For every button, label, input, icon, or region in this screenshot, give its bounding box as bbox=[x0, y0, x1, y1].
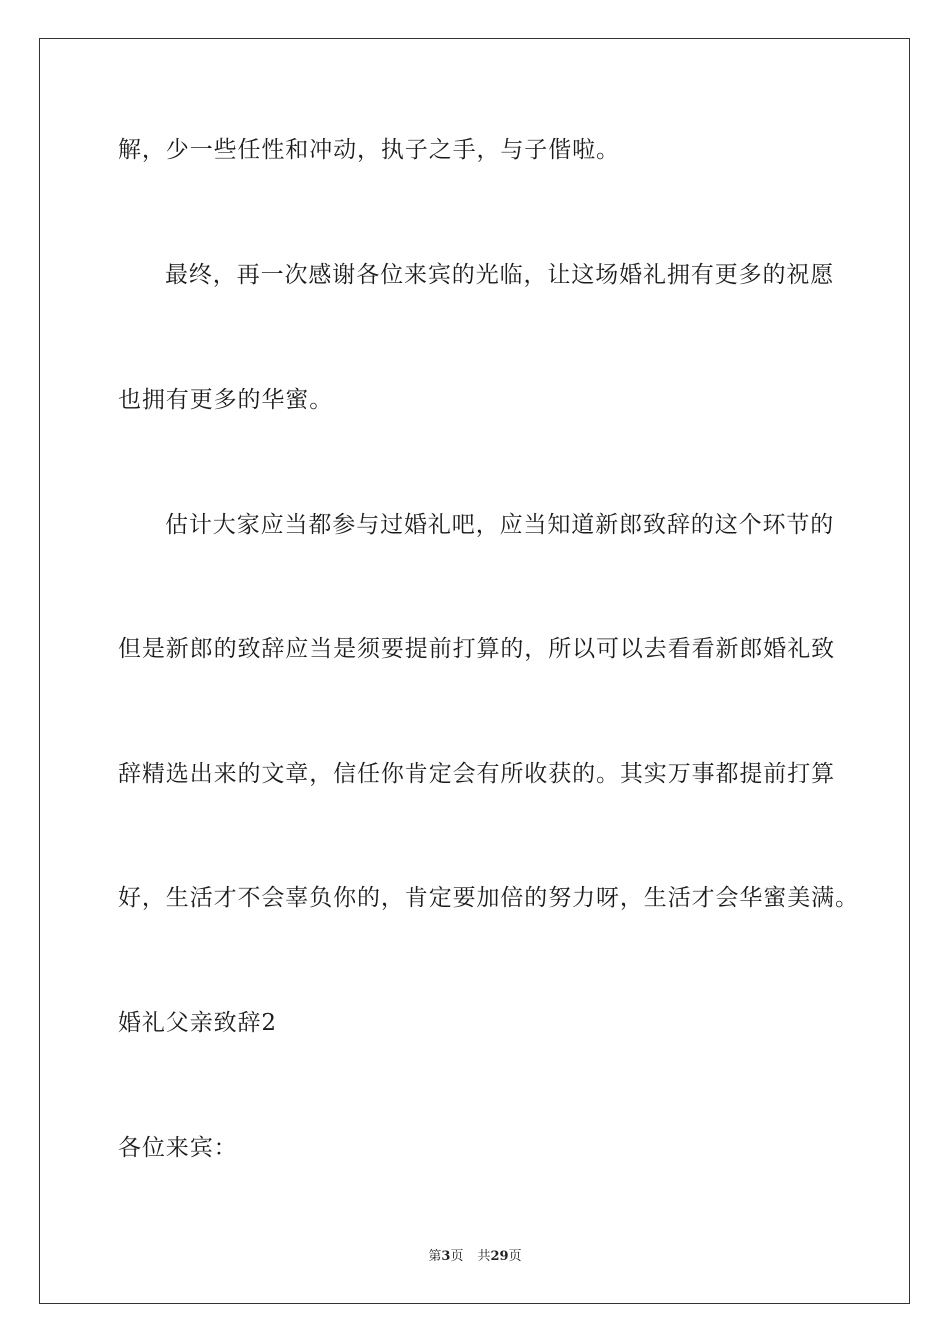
total-pages: 29 bbox=[490, 1249, 509, 1264]
paragraph-line: 辞精选出来的文章，信任你肯定会有所收获的。其实万事都提前打算 bbox=[118, 761, 835, 787]
page-number: 3 bbox=[441, 1249, 451, 1264]
paragraph-line: 但是新郎的致辞应当是须要提前打算的，所以可以去看看新郎婚礼致 bbox=[118, 636, 835, 662]
paragraph-line: 最终，再一次感谢各位来宾的光临，让这场婚礼拥有更多的祝愿 bbox=[165, 262, 835, 288]
paragraph-line: 好，生活才不会辜负你的，肯定要加倍的努力呀，生活才会华蜜美满。 bbox=[118, 885, 859, 911]
page-border bbox=[39, 38, 910, 1304]
paragraph-line: 估计大家应当都参与过婚礼吧，应当知道新郎致辞的这个环节的 bbox=[165, 512, 835, 538]
page-prefix: 第 bbox=[428, 1249, 442, 1264]
page-footer bbox=[0, 1248, 950, 1266]
paragraph-line: 也拥有更多的华蜜。 bbox=[118, 387, 334, 413]
salutation: 各位来宾： bbox=[118, 1135, 238, 1161]
section-heading: 婚礼父亲致辞2 bbox=[118, 1010, 277, 1036]
paragraph-line: 解，少一些任性和冲动，执子之手，与子偕啦。 bbox=[118, 137, 620, 163]
total-suffix: 页 bbox=[508, 1249, 522, 1264]
total-prefix: 共 bbox=[477, 1249, 491, 1264]
page-suffix: 页 bbox=[450, 1249, 464, 1264]
